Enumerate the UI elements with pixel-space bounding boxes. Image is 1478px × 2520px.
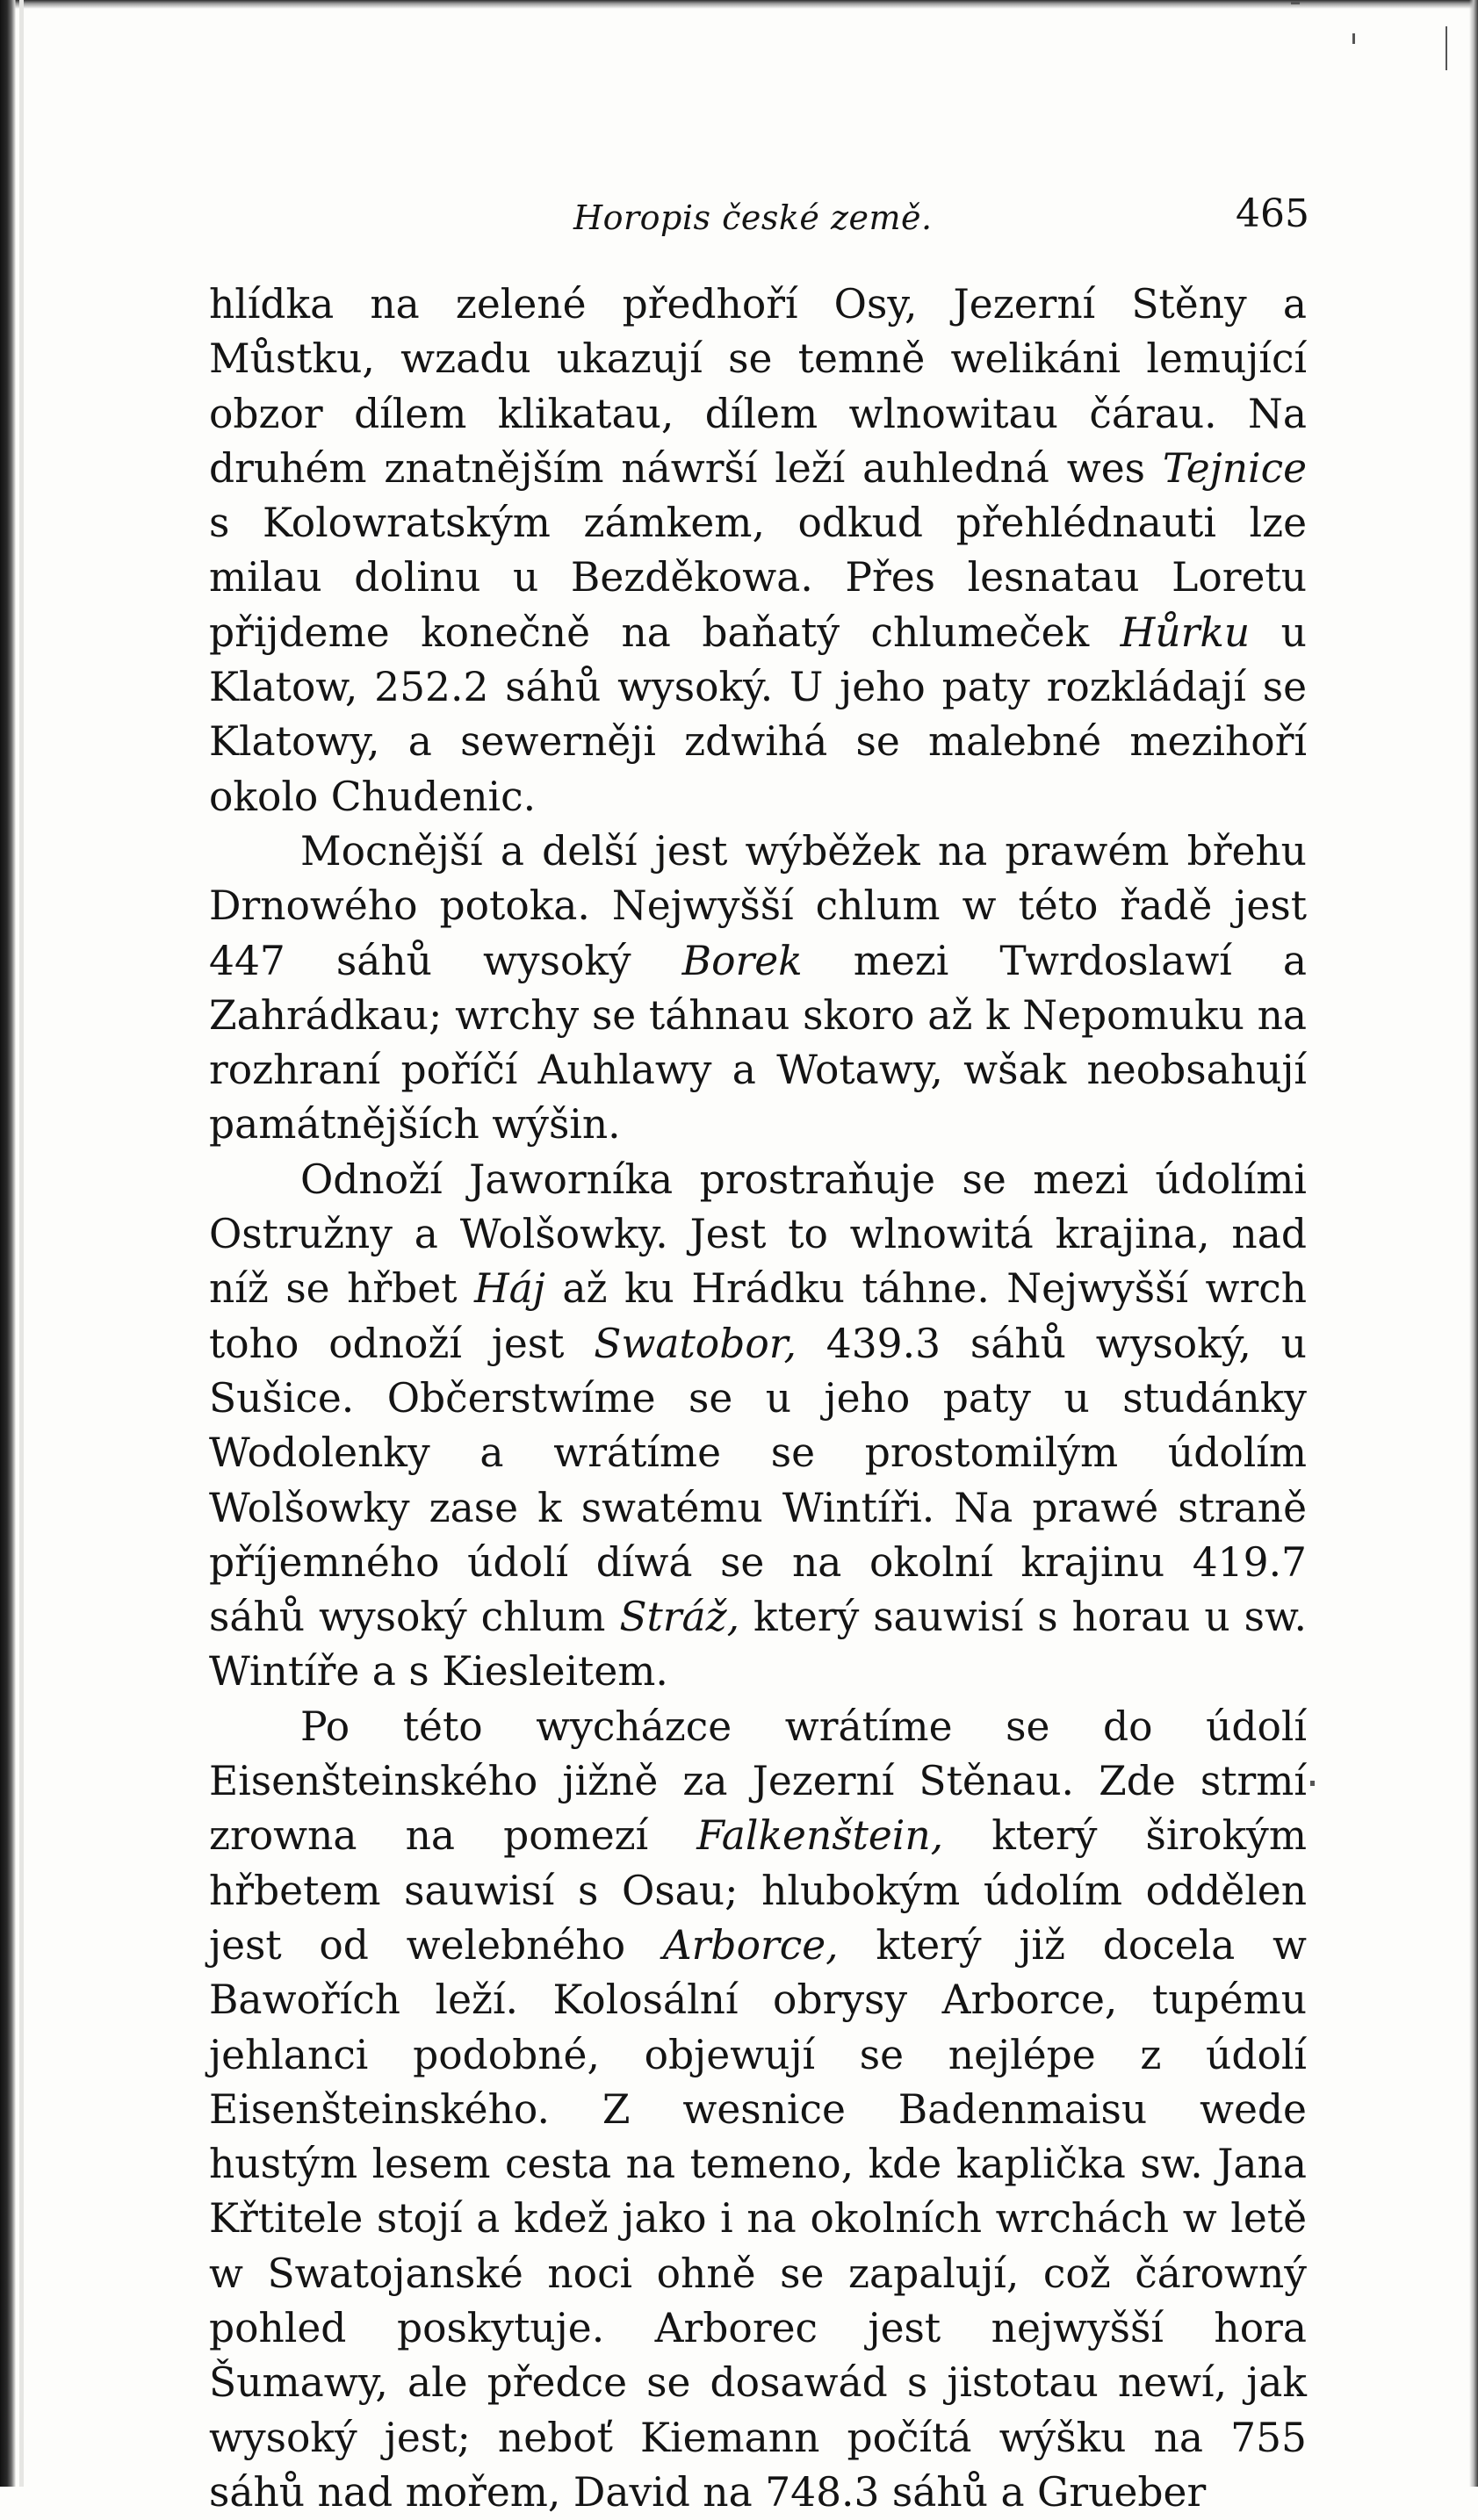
- body-text: [209, 277, 1307, 2520]
- scan-mark: [1446, 26, 1447, 70]
- place-name-borek: Borek: [681, 937, 803, 984]
- scan-edge-left: [0, 0, 16, 2487]
- text-run: hlídka na zelené předhoří Osy, Jezerní Stěny a Můstku, wzadu ukazují se temně welikáni lemující obzor dílem klikatau, dílem wlnowitau čárau. Na druhém znatnějším náwrší leží auhledná wes: [209, 281, 1307, 492]
- place-name-swatobor: Swatobor,: [594, 1320, 797, 1367]
- text-run: Mocnější a delší jest wýběžek na prawém břehu Drnowého potoka. Nejwyšší chlum w této řadě jest 447 sáhů wysoký: [209, 827, 1307, 984]
- scan-edge-top: [0, 0, 1478, 9]
- text-run: u Klatow, 252.2 sáhů wysoký. U jeho paty rozkládají se Klatowy, a sewerněji zdwihá se malebné mezihoří okolo Chudenic.: [209, 608, 1307, 820]
- place-name-tejnice: Tejnice: [1162, 444, 1307, 492]
- scan-mark: [1291, 2, 1300, 4]
- scan-edge-right: [1469, 0, 1478, 2487]
- text-run: který již docela w Bawořích leží. Kolosální obrysy Arborce, tupému jehlanci podobné, objewují se nejlépe z údolí Eisenšteinského. Z wesnice Badenmaisu wede hustým lesem cesta na temeno, kde kaplička sw. Jana Křtitele stojí a kdež jako i na okolních wrchách w letě w Swatojanské noci ohně se zapalují, což čárowný pohled poskytuje. Arborec jest nejwyšší hora Šumawy, ale předce se dosawád s jistotau newí, jak wysoký jest; neboť Kiemann počítá wýšku na 755 sáhů nad mořem, David na 748.3 sáhů a Grueber: [209, 1921, 1307, 2516]
- scan-mark: [1310, 1781, 1315, 1786]
- text-run: až ku Hrádku táhne. Nejwyšší wrch toho odnoží jest: [209, 1265, 1307, 1367]
- text-run: který širokým hřbetem sauwisí s Osau; hlubokým údolím oddělen jest od welebného: [209, 1812, 1307, 1969]
- text-run: Odnoží Jaworníka prostraňuje se mezi údolími Ostružny a Wolšowky. Jest to wlnowitá krajina, nad níž se hřbet: [209, 1156, 1307, 1313]
- running-title: Horopis české země.: [573, 198, 933, 237]
- scan-mark: [1352, 33, 1355, 44]
- paragraph-3: [209, 1153, 1307, 1700]
- text-run: mezi Twrdoslawí a Zahrádkau; wrchy se táhnau skoro až k Nepomuku na rozhraní poříčí Auhlawy a Wotawy, wšak neobsahují památnějších wýšin.: [209, 937, 1307, 1148]
- book-page: [209, 176, 1309, 2516]
- place-name-straz: Stráž,: [619, 1594, 740, 1641]
- scan-edge-left-inner: [19, 0, 24, 2487]
- text-run: s Kolowratským zámkem, odkud přehlédnauti lze milau dolinu u Bezděkowa. Přes lesnatau Loretu přijdeme konečně na baňatý chlumeček: [209, 500, 1307, 656]
- place-name-arborec: Arborce,: [662, 1921, 839, 1969]
- page-number: 465: [1236, 191, 1309, 236]
- paragraph-4: [209, 1700, 1307, 2520]
- running-head: [209, 176, 1307, 260]
- place-name-hurka: Hůrku: [1120, 608, 1251, 656]
- paragraph-2: [209, 824, 1307, 1153]
- text-run: který sauwisí s horau u sw. Wintíře a s Kiesleitem.: [209, 1594, 1307, 1696]
- place-name-haj: Háj: [473, 1265, 545, 1313]
- paragraph-1: [209, 277, 1307, 824]
- text-run: 439.3 sáhů wysoký, u Sušice. Občerstwíme se u jeho paty u studánky Wodolenky a wrátíme se prostomilým údolím Wolšowky zase k swatému Wintíři. Na prawé straně příjemného údolí díwá se na okolní krajinu 419.7 sáhů wysoký chlum: [209, 1320, 1307, 1641]
- text-run: Po této wycházce wrátíme se do údolí Eisenšteinského jižně za Jezerní Stěnau. Zde strmí zrowna na pomezí: [209, 1703, 1307, 1860]
- place-name-falkenstein: Falkenštein,: [696, 1812, 944, 1860]
